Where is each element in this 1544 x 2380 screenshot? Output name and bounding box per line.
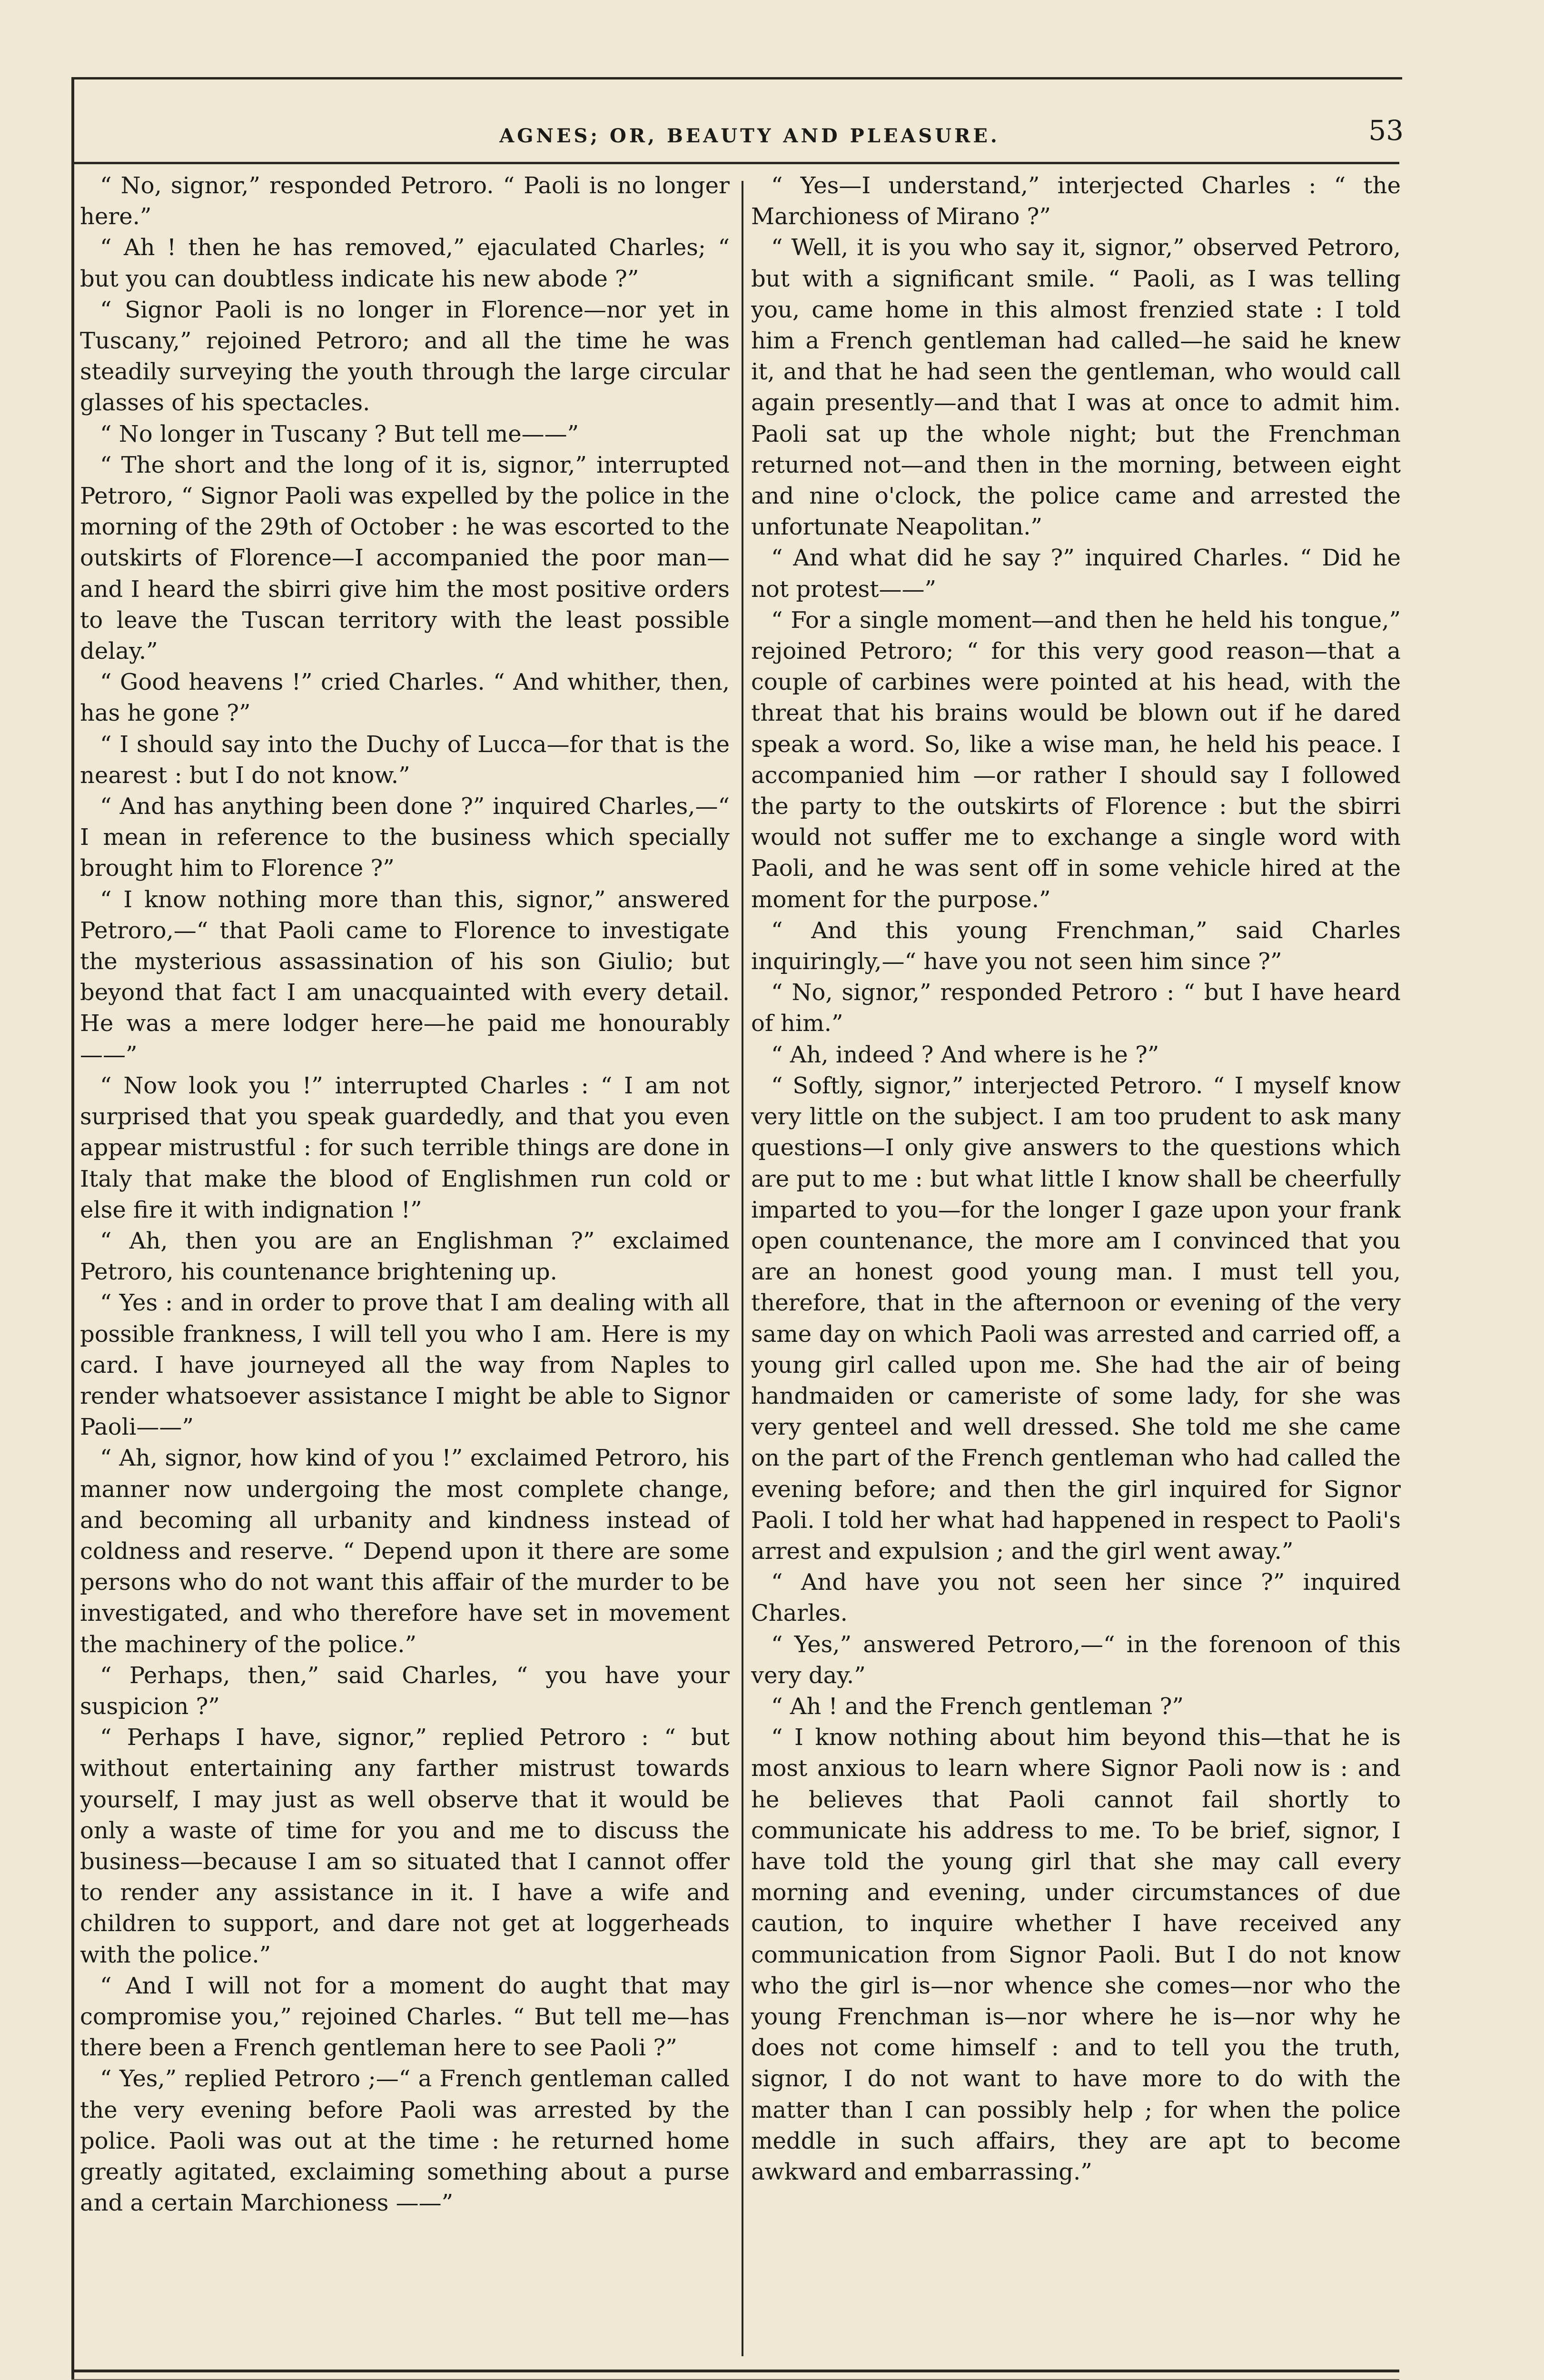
paragraph: “ Yes,” replied Petroro ;—“ a French gentleman called the very evening before Paoli was arrested by the police. Paoli was out at the time : he returned home greatly agitated, exclaiming something about a purse and a certain Marchioness ——” — [80, 2065, 730, 2217]
paragraph: “ Ah, indeed ? And where is he ?” — [771, 1041, 1159, 1068]
paragraph: “ Perhaps, then,” said Charles, “ you have your suspicion ?” — [80, 1662, 730, 1720]
paragraph: “ The short and the long of it is, signor,” interrupted Petroro, “ Signor Paoli was expelled by the police in the morning of the 29th of October : he was escorted to the outskirts of Florence—I accompanied the poor man—and I heard the sbirri give him the most positive orders to leave the Tuscan territory with the least possible delay.” — [80, 451, 730, 665]
paragraph: “ Now look you !” interrupted Charles : “ I am not surprised that you speak guardedly, and that you even appear mistrustful : for such terrible things are done in Italy that make the blood of Englishmen run cold or else fire it with indignation !” — [80, 1072, 730, 1223]
left-column — [80, 170, 730, 2362]
paragraph: “ Yes : and in order to prove that I am dealing with all possible frankness, I will tell you who I am. Here is my card. I have journeyed all the way from Naples to render whatsoever assistance I might be able to Signor Paoli——” — [80, 1289, 730, 1441]
paragraph: “ And has anything been done ?” inquired Charles,—“ I mean in reference to the business which specially brought him to Florence ?” — [80, 793, 730, 882]
paragraph: “ And I will not for a moment do aught that may compromise you,” rejoined Charles. “ But tell me—has there been a French gentleman here to see Paoli ?” — [80, 1972, 730, 2062]
paragraph: “ No, signor,” responded Petroro : “ but I have heard of him.” — [751, 979, 1401, 1037]
paragraph: “ I should say into the Duchy of Lucca—for that is the nearest : but I do not know.” — [80, 731, 730, 789]
paragraph: “ Yes,” answered Petroro,—“ in the forenoon of this very day.” — [751, 1631, 1401, 1689]
page-number: 53 — [1368, 114, 1404, 147]
paragraph: “ Ah ! then he has removed,” ejaculated Charles; “ but you can doubtless indicate his new abode ?” — [80, 234, 730, 292]
paragraph: “ And have you not seen her since ?” inquired Charles. — [751, 1569, 1401, 1627]
paragraph: “ Ah ! and the French gentleman ?” — [771, 1693, 1184, 1720]
paragraph: “ I know nothing about him beyond this—that he is most anxious to learn where Signor Paoli now is : and he believes that Paoli cannot fail shortly to communicate his address to me. To be brief, signor, I have told the young girl that she may call every morning and evening, under circumstances of due caution, to inquire whether I have received any communication from Signor Paoli. But I do not know who the girl is—nor whence she comes—nor who the young Frenchman is—nor where he is—nor why he does not come himself : and to tell you the truth, signor, I do not want to have more to do with the matter than I can possibly help ; for when the police meddle in such affairs, they are apt to become awkward and embarrassing.” — [751, 1724, 1401, 2185]
paragraph: “ For a single moment—and then he held his tongue,” rejoined Petroro; “ for this very good reason—that a couple of carbines were pointed at his head, with the threat that his brains would be blown out if he dared speak a word. So, like a wise man, he held his peace. I accompanied him —or rather I should say I followed the party to the outskirts of Florence : but the sbirri would not suffer me to exchange a single word with Paoli, and he was sent off in some vehicle hired at the moment for the purpose.” — [751, 606, 1401, 913]
bottom-rule — [71, 2370, 1399, 2372]
paragraph: “ Good heavens !” cried Charles. “ And whither, then, has he gone ?” — [80, 669, 730, 727]
right-column — [751, 170, 1401, 2362]
running-head: AGNES; OR, BEAUTY AND PLEASURE. — [499, 125, 1000, 147]
column-divider — [742, 181, 743, 2356]
paragraph: “ Ah, signor, how kind of you !” exclaimed Petroro, his manner now undergoing the most complete change, and becoming all urbanity and kindness instead of coldness and reserve. “ Depend upon it there are some persons who do not want this affair of the murder to be investigated, and who therefore have set in movement the machinery of the police.” — [80, 1445, 730, 1658]
paragraph: “ Well, it is you who say it, signor,” observed Petroro, but with a significant smile. “ Paoli, as I was telling you, came home in this almost frenzied state : I told him a French gentleman had called—he said he knew it, and that he had seen the gentleman, who would call again presently—and that I was at once to admit him. Paoli sat up the whole night; but the Frenchman returned not—and then in the morning, between eight and nine o'clock, the police came and arrested the unfortunate Neapolitan.” — [751, 234, 1401, 541]
paragraph: “ No, signor,” responded Petroro. “ Paoli is no longer here.” — [80, 172, 730, 230]
paragraph: “ No longer in Tuscany ? But tell me——” — [100, 420, 579, 447]
paragraph: “ Ah, then you are an Englishman ?” exclaimed Petroro, his countenance brightening up. — [80, 1227, 730, 1286]
paragraph: “ Yes—I understand,” interjected Charles : “ the Marchioness of Mirano ?” — [751, 172, 1401, 230]
header-rule — [71, 162, 1399, 164]
paragraph: “ Perhaps I have, signor,” replied Petroro : “ but without entertaining any farther mistrust towards yourself, I may just as well observe that it would be only a waste of time for you and me to discuss the business—because I am so situated that I cannot offer to render any assistance in it. I have a wife and children to support, and dare not get at loggerheads with the police.” — [80, 1724, 730, 1968]
paragraph: “ And this young Frenchman,” said Charles inquiringly,—“ have you not seen him since ?” — [751, 917, 1401, 975]
paragraph: “ Softly, signor,” interjected Petroro. “ I myself know very little on the subject. I am too prudent to ask many questions—I only give answers to the questions which are put to me : but what little I know shall be cheerfully imparted to you—for the longer I gaze upon your frank open countenance, the more am I convinced that you are an honest good young man. I must tell you, therefore, that in the afternoon or evening of the very same day on which Paoli was arrested and carried off, a young girl called upon me. She had the air of being handmaiden or cameriste of some lady, for she was very genteel and well dressed. She told me she came on the part of the French gentleman who had called the evening before; and then the girl inquired for Signor Paoli. I told her what had happened in respect to Paoli's arrest and expulsion ; and the girl went away.” — [751, 1072, 1401, 1565]
paragraph: “ And what did he say ?” inquired Charles. “ Did he not protest——” — [751, 545, 1401, 603]
paragraph: “ I know nothing more than this, signor,” answered Petroro,—“ that Paoli came to Florence to investigate the mysterious assassination of his son Giulio; but beyond that fact I am unacquainted with every detail. He was a mere lodger here—he paid me honourably——” — [80, 886, 730, 1068]
paragraph: “ Signor Paoli is no longer in Florence—nor yet in Tuscany,” rejoined Petroro; and all the time he was steadily surveying the youth through the large circular glasses of his spectacles. — [80, 296, 730, 416]
